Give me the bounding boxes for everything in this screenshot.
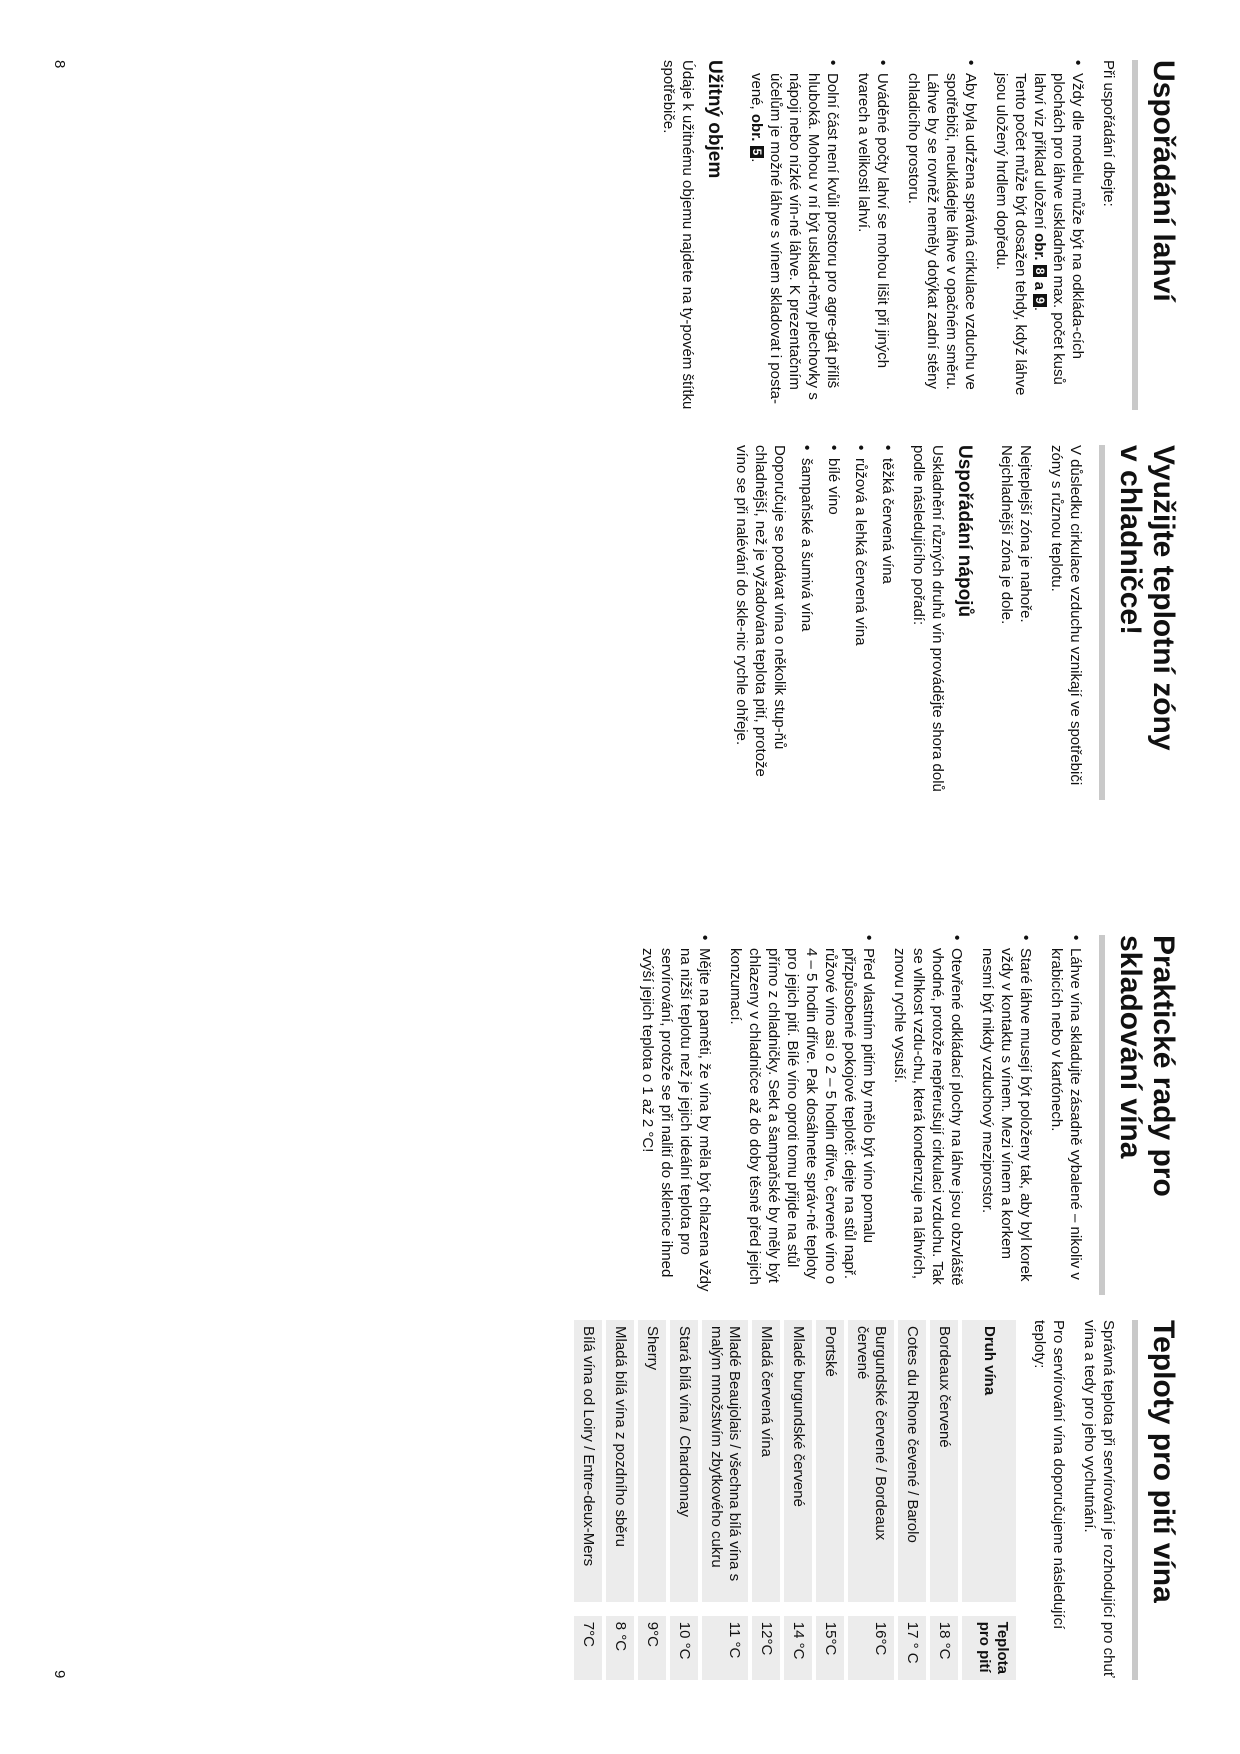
figure-ref-box: 5 xyxy=(750,146,764,159)
column-bottle-arrangement xyxy=(647,60,1180,410)
wine-type-cell: Mladá bílá vína z pozdního sběru xyxy=(606,1320,634,1602)
tips-list xyxy=(638,935,1085,1295)
temperature-cell: 14 °C xyxy=(784,1616,812,1680)
figure-ref-label: obr. xyxy=(748,113,765,142)
heading-rule xyxy=(1099,935,1105,1295)
bullet-continuation: Tento počet může být dosažen tehdy, když láhve jsou uložený hrdlem dopředu. xyxy=(993,73,1029,396)
table-row xyxy=(848,1320,894,1680)
bullet-item: • Otevřené odkládací plochy na láhve jsou obzvláště vhodné, protože nepřerušují cirkulaci vzduchu. Tak se vlhkost vzdu-chu, která kondenzuje na láhvích, znovu rychle vysuší. xyxy=(890,935,966,1295)
temperature-cell: 11 °C xyxy=(702,1616,748,1680)
table-row xyxy=(930,1320,958,1680)
paragraph: Doporučuje se podávat vína o několik stup-ňů chladnější, než je vyžadována teplota pití, protože víno se při nalévání do skle-nic rychle ohřeje. xyxy=(733,445,788,777)
paragraph: Pro servírování vína doporučujeme následující teploty: xyxy=(1031,1320,1067,1630)
wine-type-cell: Burgundské červené / Bordeaux červené xyxy=(848,1320,894,1602)
usable-volume-text: Údaje k užitnému objemu najdete na ty-povém štítku spotřebiče. xyxy=(660,60,696,410)
heading-usable-volume: Užitný objem xyxy=(704,60,725,179)
heading-rule xyxy=(1132,1320,1138,1680)
bullet-item: • Láhve vína skladujte zásadně vybalené – nikoliv v krabicích nebo v kartónech. xyxy=(1047,935,1085,1295)
heading-bottle-arrangement: Uspořádání lahví xyxy=(1147,60,1180,302)
wine-type-cell: Sherry xyxy=(638,1320,666,1602)
table-row xyxy=(638,1320,666,1680)
header-line: Teplota xyxy=(994,1621,1011,1674)
list-item: • těžká červená vína xyxy=(878,445,897,800)
temperature-cell: 9°C xyxy=(638,1616,666,1680)
bullet-item: • Vždy dle modelu může být na odkláda-cích plochách pro láhve uskladněn max. počet kusů lahví viz příklad uložení obr. 8 a 9. Tento počet může být dosažen tehdy, když láhve jsou uložený hrdlem dopředu. xyxy=(992,60,1087,410)
heading-rule xyxy=(1099,445,1105,800)
page-number-right: 9 xyxy=(51,1670,68,1679)
heading-temperature-zones xyxy=(1114,445,1180,800)
figure-ref-label: obr. xyxy=(1031,233,1048,261)
wine-type-cell: Mladá červená vína xyxy=(752,1320,780,1602)
heading-line: Praktické rady pro xyxy=(1147,935,1180,1197)
column-storage-tips xyxy=(626,935,1180,1295)
temperature-cell: 8 °C xyxy=(606,1616,634,1680)
temperature-cell: 17 ° C xyxy=(898,1616,926,1680)
heading-line: Využijte teplotní zóny xyxy=(1147,445,1180,751)
list-item: • šampaňské a šumivá vína xyxy=(797,445,816,800)
table-row xyxy=(670,1320,698,1680)
temperature-cell: 7°C xyxy=(574,1616,602,1680)
paragraph: Správná teplota při servírování je rozhodující pro chuť vína a tedy pro jeho vychutnání. xyxy=(1081,1320,1117,1678)
wine-type-cell: Mladé burgundské červené xyxy=(784,1320,812,1602)
figure-ref-and: a xyxy=(1031,281,1048,290)
bullet-item: • Aby byla udržena správná cirkulace vzduchu ve spotřebiči, neukládejte láhve v opačném směru. Láhve by se rovněž neměly dotýkat zadní stěny chladicího prostoru. xyxy=(904,60,980,410)
header-wine-type: Druh vína xyxy=(962,1320,1016,1602)
column-serving-temperatures xyxy=(570,1320,1180,1680)
temperature-cell: 18 °C xyxy=(930,1616,958,1680)
text-line: Nejchladnější zóna je dole. xyxy=(998,445,1015,625)
temperature-cell: 10 °C xyxy=(670,1616,698,1680)
bullet-item: • Uváděné počty lahví se mohou lišit při jiných tvarech a velikosti lahví. xyxy=(854,60,892,410)
header-temperature xyxy=(962,1616,1016,1680)
bullet-list xyxy=(747,60,1087,410)
wine-temperature-table xyxy=(570,1320,1020,1680)
table-row xyxy=(606,1320,634,1680)
list-item: • růžová a lehká červená vína xyxy=(851,445,870,800)
heading-line: skladování vína xyxy=(1114,935,1147,1159)
heading-serving-temperatures: Teploty pro pití vína xyxy=(1147,1320,1180,1603)
table-row xyxy=(752,1320,780,1680)
figure-ref-box: 9 xyxy=(1033,294,1047,307)
wine-order-list xyxy=(797,445,897,800)
intro-text: Při uspořádání dbejte: xyxy=(1100,60,1117,207)
bullet-item: • Dolní část není kvůli prostoru pro agre-gát příliš hluboká. Mohou v ní být usklad-něny plechovky s nápoji nebo nízké vín-né láhve. K prezentačním účelům je možné láhve s vínem skladovat i posta-vené, obr. 5. xyxy=(747,60,842,410)
table-row xyxy=(574,1320,602,1680)
bullet-text: Vždy dle modelu může být na odkláda-cích plochách pro láhve uskladněn max. počet kusů lahví viz příklad uložení xyxy=(1031,73,1086,385)
table-row xyxy=(702,1320,748,1680)
heading-storage-tips xyxy=(1114,935,1180,1295)
bullet-item: • Staré láhve musejí být položeny tak, aby byl korek vždy v kontaktu s vínem. Mezi vínem a korkem nesmí být nikdy vzduchový meziprostor. xyxy=(978,935,1035,1295)
text-line: Nejteplejší zóna je nahoře. xyxy=(1017,445,1034,623)
temperature-cell: 16°C xyxy=(848,1616,894,1680)
table-row xyxy=(898,1320,926,1680)
temperature-cell: 15°C xyxy=(816,1616,844,1680)
bullet-text: Dolní část není kvůli prostoru pro agre-gát příliš hluboká. Mohou v ní být usklad-něny plechovky s nápoji nebo nízké vín-né láhve. K prezentačním účelům je možné láhve s vínem skladovat i posta-vené, xyxy=(748,73,841,404)
table-header-row xyxy=(962,1320,1016,1680)
header-line: pro pití xyxy=(976,1621,993,1673)
column-temperature-zones xyxy=(720,445,1180,800)
list-item: • bílé víno xyxy=(824,445,843,800)
wine-type-cell: Stará bílá vína / Chardonnay xyxy=(670,1320,698,1602)
wine-type-cell: Mladé Beaujolais / všechna bílá vína s malým množstvím zbytkového cukru xyxy=(702,1320,748,1602)
bullet-item: • Před vlastním pitím by mělo být víno pomalu přizpůsobené pokojové teplotě: dejte na stůl např. růžové víno asi o 2 – 5 hodin dříve, červené víno o 4 – 5 hodin dříve. Pak dosáhnete správ-né teploty pro jejich pití. Bílé víno oproti tomu přijde na stůl přímo z chladničky. Sekt a šampaňské by měly být chlazeny v chladničce až do doby těsně před jejich konzumací. xyxy=(726,935,878,1295)
table-row xyxy=(784,1320,812,1680)
page-number-left: 8 xyxy=(51,60,68,69)
heading-beverage-arrangement: Uspořádání nápojů xyxy=(954,445,975,618)
figure-ref-box: 8 xyxy=(1033,265,1047,278)
temperature-cell: 12°C xyxy=(752,1616,780,1680)
heading-line: v chladničce! xyxy=(1114,445,1147,636)
paragraph: Uskladnění různých druhů vín provádějte shora dolů podle následujícího pořadí: xyxy=(910,445,946,792)
wine-type-cell: Bordeaux červené xyxy=(930,1320,958,1602)
bullet-item: • Mějte na paměti, že vína by měla být chlazena vždy na nižší teplotu než je jejich ideální teplota pro servírování, protože se při nalití do sklenice ihned zvýší jejich teplota o 1 až 2 °C! xyxy=(638,935,714,1295)
wine-type-cell: Cotes du Rhone čevené / Barolo xyxy=(898,1320,926,1602)
wine-type-cell: Portské xyxy=(816,1320,844,1602)
wine-type-cell: Bílá vína od Loiry / Entre-deux-Mers xyxy=(574,1320,602,1602)
paragraph: V důsledku cirkulace vzduchu vznikají ve spotřebiči zóny s různou teplotu. xyxy=(1048,445,1084,786)
heading-rule xyxy=(1132,60,1138,410)
table-row xyxy=(816,1320,844,1680)
paragraph xyxy=(997,445,1035,800)
